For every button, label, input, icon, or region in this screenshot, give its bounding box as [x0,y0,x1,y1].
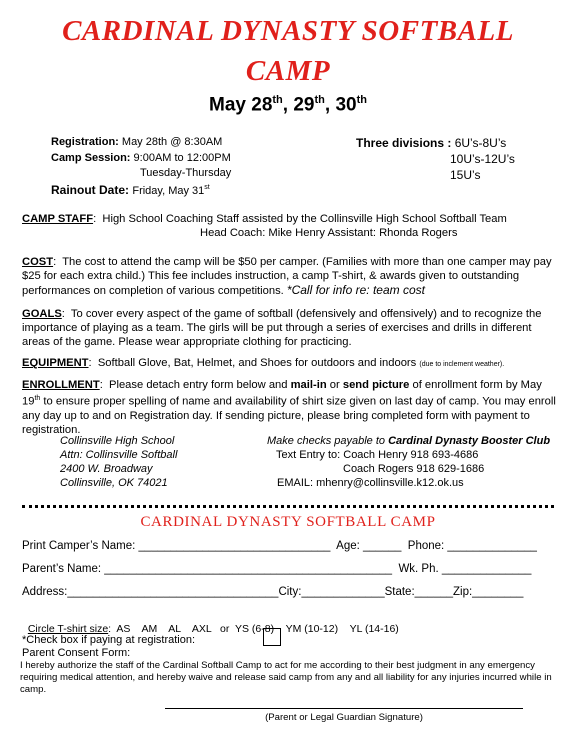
enrollment-suffix: th [34,395,41,402]
title-line-1: CARDINAL DYNASTY SOFTBALL [62,15,514,47]
rainout-info [51,181,210,198]
rainout-label: Rainout Date: [51,183,129,197]
text-entry-henry: Text Entry to: Coach Henry 918 693-4686 [276,449,479,461]
parent-name-line[interactable]: Parent’s Name: _____________________________________________ Wk. Ph. ______________ [22,563,532,575]
enrollment-or: or [329,379,340,391]
enrollment-text-2: of enrollment form by May 19 [22,379,542,408]
rainout-suffix: st [204,184,210,191]
address-line-2: Attn: Collinsville Softball [60,449,178,461]
camp-staff: CAMP STAFF: High School Coaching Staff assisted by the Collinsville High School Softball Team [22,213,507,225]
camper-name-line[interactable]: Print Camper’s Name: ______________________________ Age: ______ Phone: ______________ [22,540,537,552]
text-entry-rogers: Coach Rogers 918 629-1686 [343,463,485,475]
shirt-size-label: Circle T-shirt size [27,623,109,635]
registration-value: May 28th @ 8:30AM [121,136,223,148]
enrollment-section: ENROLLMENT: Please detach entry form below and mail-in or send picture of enrollment form by May 19th to ensure proper spelling of name and availability of shirt size given on last day of camp. You may enroll any day up to and on Registration day. If sending picture, please bring completed form with payment to registration. [22,379,556,436]
cost-section: COST: The cost to attend the camp will be $50 per camper. (Families with more than one camper may pay $25 for each extra child.) This fee includes instruction, a camp T-shirt, & awards given to outstanding performances on completion of various competitions. *Call for info re: team cost [22,256,552,297]
division-item: 10U’s-12U’s [450,152,515,166]
checks-name: Cardinal Dynasty Booster Club [388,435,551,447]
registration-label: Registration: [51,136,119,148]
cost-label: COST [22,256,54,268]
consent-text: I hereby authorize the staff of the Cardinal Softball Camp to act for me according to their best judgment in any emergency requiring medical attention, and hereby waive and release said camp from any and all liability for any injuries incurred while in camp. [20,660,552,695]
division-item: 6U’s-8U’s [454,136,507,150]
date-2: 29 [293,94,315,116]
session-label: Camp Session: [51,152,131,164]
consent-label: Parent Consent Form: [22,647,131,659]
enrollment-mail: mail-in [290,379,327,391]
address-line[interactable]: Address:_________________________________City:_____________State:______Zip:________ [22,586,524,598]
session-days: Tuesday-Thursday [140,167,232,179]
date-3-suffix: th [356,94,367,106]
address-line-4: Collinsville, OK 74021 [60,477,168,489]
camp-dates: May 28th, 29th, 30th [209,94,367,116]
registration-info [51,135,222,149]
equipment-section: EQUIPMENT: Softball Glove, Bat, Helmet, and Shoes for outdoors and indoors (due to inclement weather). [22,357,505,369]
goals-label: GOALS [22,308,62,320]
form-title: CARDINAL DYNASTY SOFTBALL CAMP [140,514,436,530]
shirt-size-options[interactable]: : AS AM AL AXL or YS (6-8) YM (10-12) YL (14-16) [108,623,399,635]
equipment-text: Softball Glove, Bat, Helmet, and Shoes for outdoors and indoors [97,357,417,369]
session-value: 9:00AM to 12:00PM [133,152,231,164]
session-info [51,151,231,165]
enrollment-send: send picture [342,379,410,391]
contact-email: EMAIL: mhenry@collinsville.k12.ok.us [277,477,464,489]
payment-checkbox[interactable] [263,628,281,646]
signature-label: (Parent or Legal Guardian Signature) [265,712,423,723]
cost-text: The cost to attend the camp will be $50 per camper. (Families with more than one camper may pay $25 for each extra child.) This fee includes instruction, a camp T-shirt, & awards given to outstanding performances on completion of various competitions. [22,256,552,297]
address-line-1: Collinsville High School [60,435,175,447]
checkbox-label: *Check box if paying at registration: [22,634,196,646]
camp-staff-text: High School Coaching Staff assisted by the Collinsville High School Softball Team [102,213,507,225]
division-item: 15U’s [450,168,481,182]
checks-label: Make checks payable to [267,435,386,447]
signature-line[interactable] [165,708,523,709]
rainout-value: Friday, May 31 [132,185,205,197]
enrollment-label: ENROLLMENT [22,379,100,391]
address-line-3: 2400 W. Broadway [60,463,153,475]
checks-payable [267,434,550,448]
cost-note: *Call for info re: team cost [286,283,425,297]
title-line-2: CAMP [245,55,331,87]
goals-text: To cover every aspect of the game of softball (defensively and offensively) and to recognize the importance of playing as a team. The girls will be put through a series of exercises and drills in different areas of the game. Please wear appropriate clothing for practicing. [22,308,542,348]
shirt-size-line[interactable] [22,608,562,636]
cut-line [22,505,554,508]
camp-staff-label: CAMP STAFF [22,213,94,225]
date-1-suffix: th [272,94,283,106]
enrollment-text-3: to ensure proper spelling of name and availability of shirt size given on last day of camp. You may enroll any day up to and on Registration day. If sending picture, please bring completed form with payment to registration. [22,395,556,436]
equipment-note: (due to inclement weather). [419,361,505,368]
date-1: May 28 [209,94,273,116]
equipment-label: EQUIPMENT [22,357,89,369]
date-3: 30 [335,94,357,116]
date-2-suffix: th [314,94,325,106]
divisions-label: Three divisions : [356,136,452,150]
goals-section: GOALS: To cover every aspect of the game of softball (defensively and offensively) and to recognize the importance of playing as a team. The girls will be put through a series of exercises and drills in different areas of the game. Please wear appropriate clothing for practicing. [22,308,542,348]
camp-coaches: Head Coach: Mike Henry Assistant: Rhonda Rogers [200,227,458,239]
enrollment-text-1: Please detach entry form below and [109,379,288,391]
divisions [356,135,506,151]
